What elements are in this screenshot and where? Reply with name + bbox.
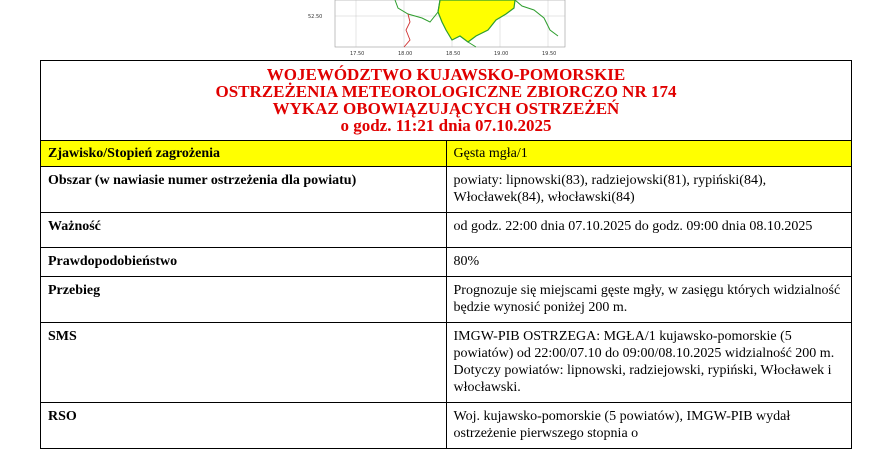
header-line-list: WYKAZ OBOWIĄZUJĄCYCH OSTRZEŻEŃ (272, 99, 620, 118)
warning-map-svg (300, 0, 590, 60)
row-value: od godz. 22:00 dnia 07.10.2025 do godz. 09:00 dnia 08.10.2025 (446, 213, 852, 248)
row-label: SMS (41, 323, 447, 403)
header-line-bulletin: OSTRZEŻENIA METEOROLOGICZNE ZBIORCZO NR 174 (215, 82, 677, 101)
row-value: Woj. kujawsko-pomorskie (5 powiatów), IMGW-PIB wydał ostrzeżenie pierwszego stopnia o (446, 403, 852, 449)
table-row-rso (41, 403, 852, 449)
row-label: Przebieg (41, 277, 447, 323)
lon-label: 18.00 (398, 51, 413, 57)
table-row-probability (41, 248, 852, 277)
table-row-validity (41, 213, 852, 248)
header-line-time: o godz. 11:21 dnia 07.10.2025 (340, 116, 552, 135)
row-value: powiaty: lipnowski(83), radziejowski(81), rypiński(84), Włocławek(84), włocławski(84) (446, 167, 852, 213)
row-value: Gęsta mgła/1 (446, 141, 852, 167)
row-label: Obszar (w nawiasie numer ostrzeżenia dla powiatu) (41, 167, 447, 213)
header-cell (41, 61, 852, 141)
warning-map (300, 0, 590, 60)
warning-table (40, 60, 852, 449)
lon-label: 17.50 (350, 51, 365, 57)
table-row-phenomenon (41, 141, 852, 167)
row-label: Ważność (41, 213, 447, 248)
lon-label: 19.00 (494, 51, 509, 57)
header-line-province: WOJEWÓDZTWO KUJAWSKO-POMORSKIE (266, 65, 626, 84)
row-label: Prawdopodobieństwo (41, 248, 447, 277)
table-row-sms (41, 323, 852, 403)
row-value: IMGW-PIB OSTRZEGA: MGŁA/1 kujawsko-pomorskie (5 powiatów) od 22:00/07.10 do 09:00/08.10.2025 widzialność 200 m. Dotyczy powiatów: lipnowski, radziejowski, rypiński, Włocławek i włocławski. (446, 323, 852, 403)
lat-label: 52.50 (308, 14, 323, 20)
lon-label: 18.50 (446, 51, 461, 57)
row-label: Zjawisko/Stopień zagrożenia (41, 141, 447, 167)
row-label: RSO (41, 403, 447, 449)
header-row (41, 61, 852, 141)
lon-label: 19.50 (542, 51, 557, 57)
table-row-area (41, 167, 852, 213)
row-value: Prognozuje się miejscami gęste mgły, w zasięgu których widzialność będzie wynosić poniżej 200 m. (446, 277, 852, 323)
row-value: 80% (446, 248, 852, 277)
table-row-course (41, 277, 852, 323)
